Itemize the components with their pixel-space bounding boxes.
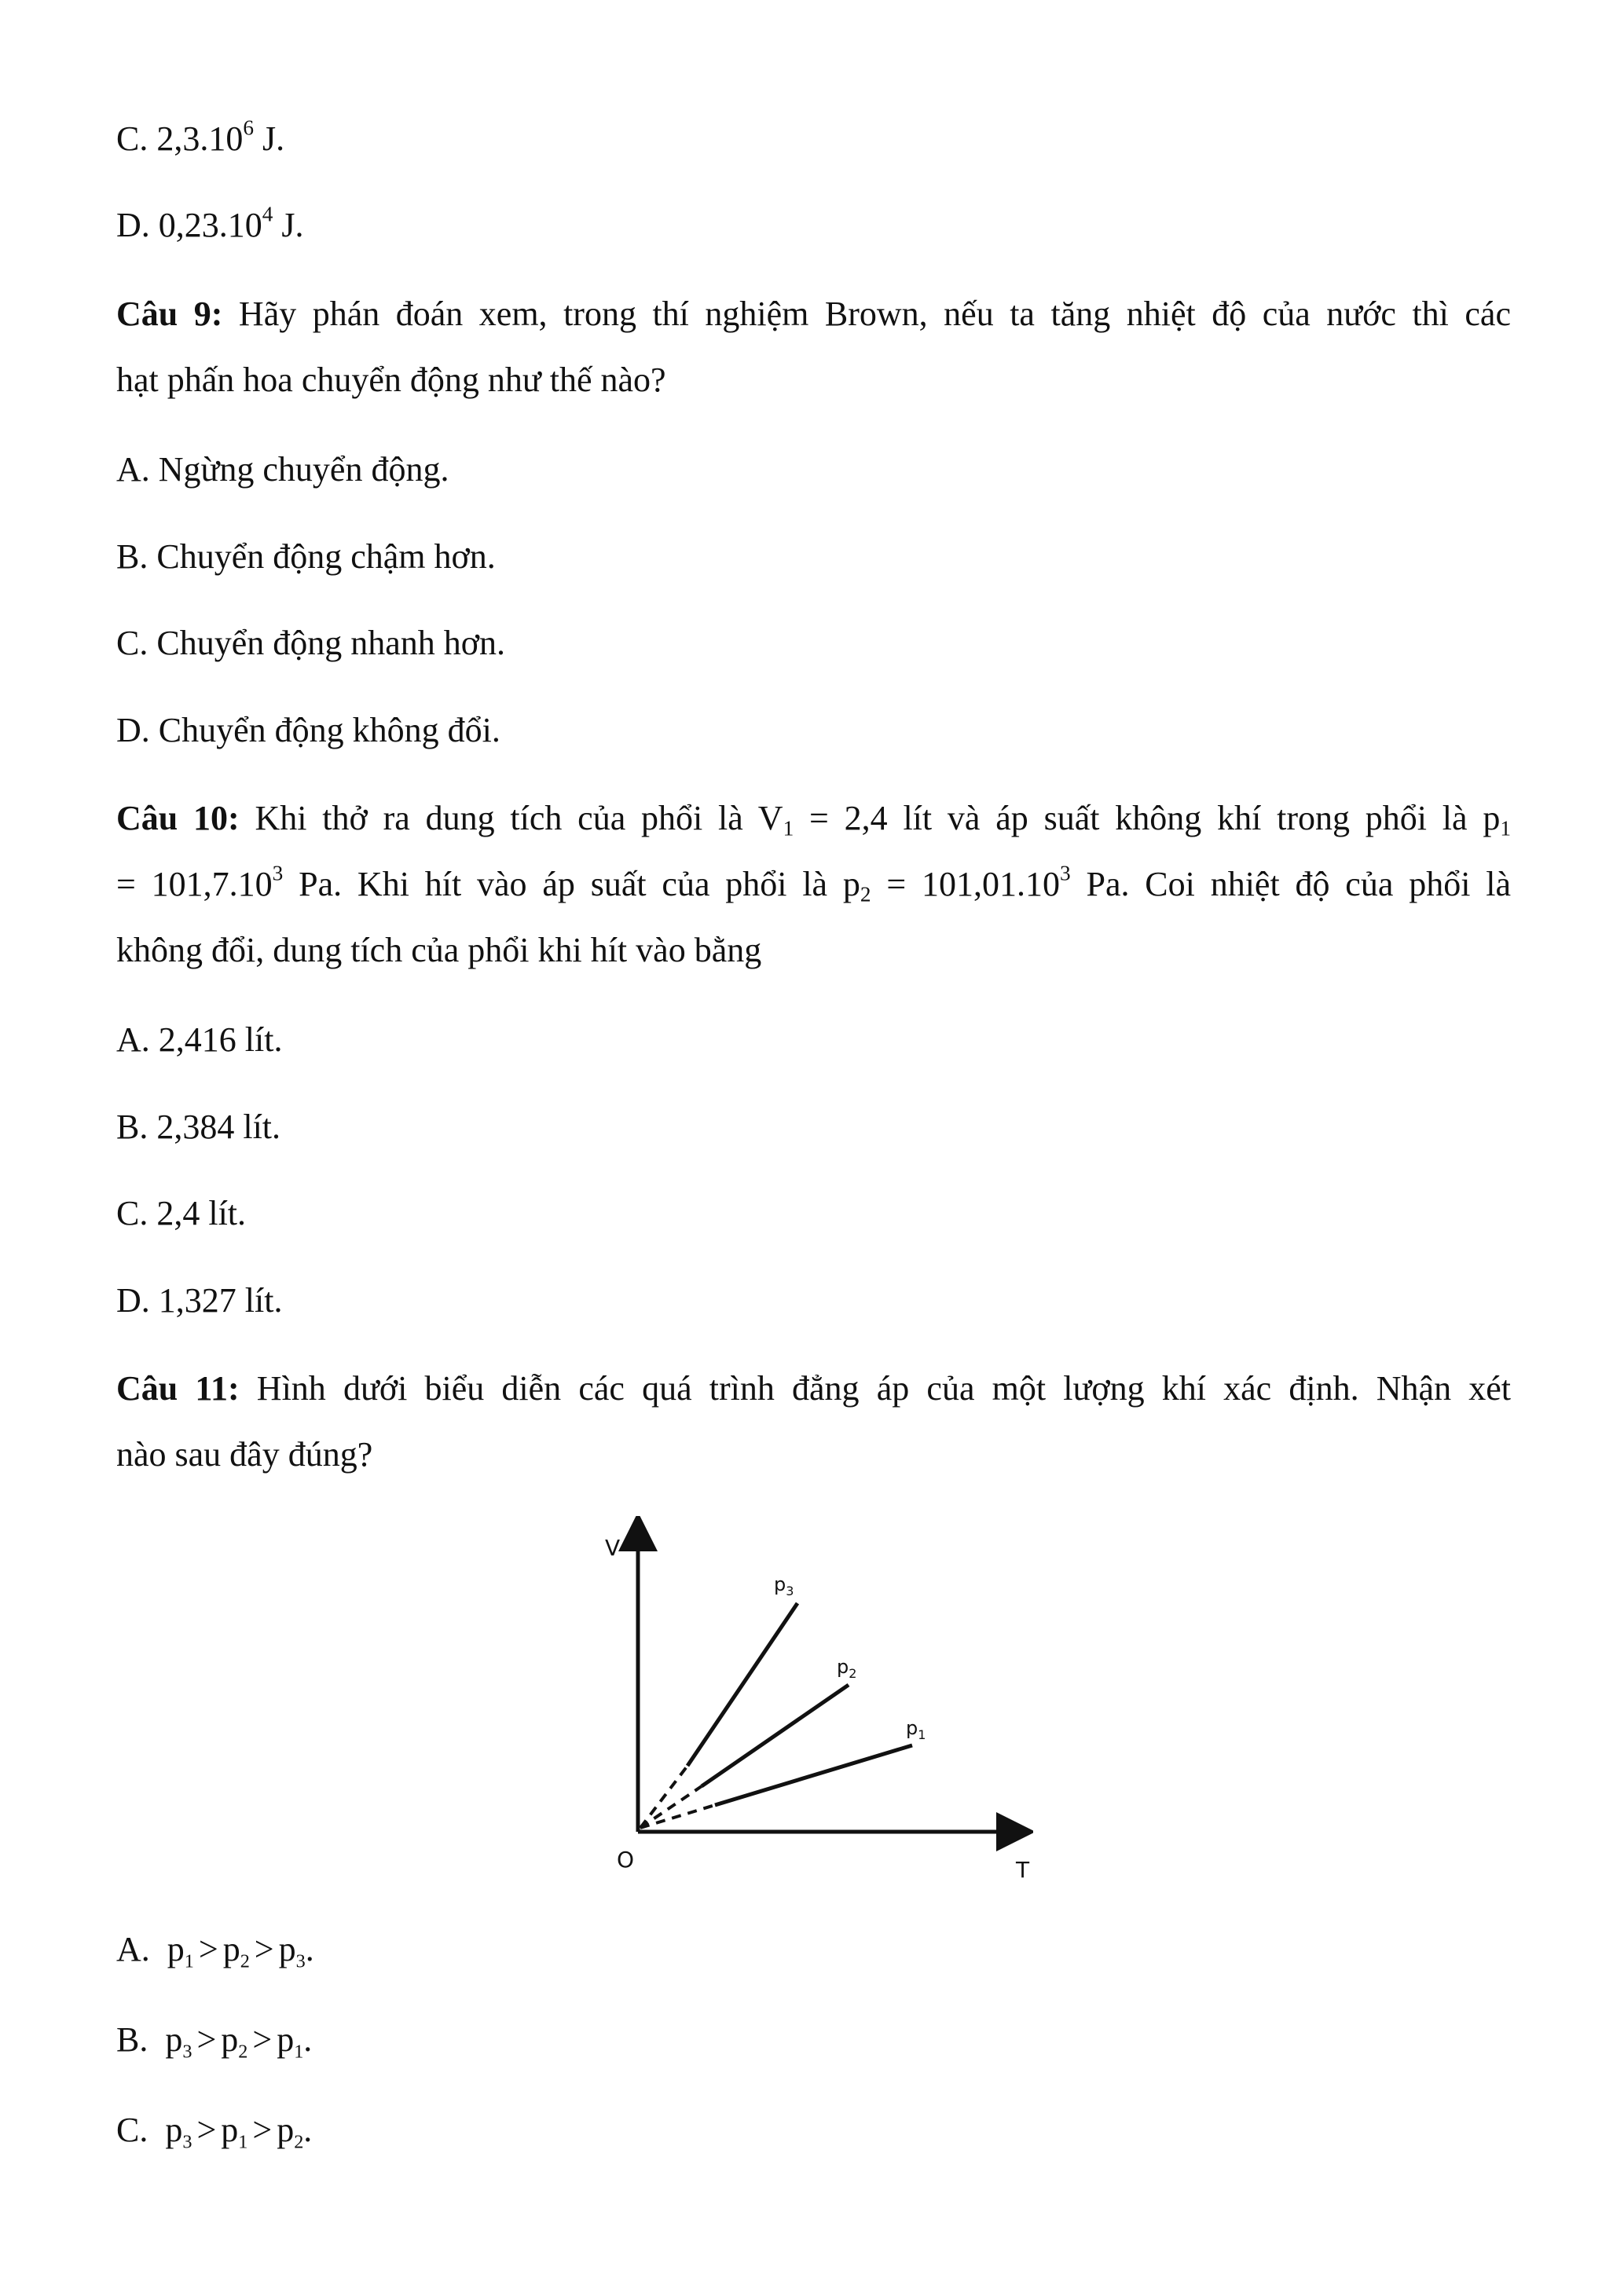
isobar-p2-extrapolation xyxy=(640,1786,702,1828)
q11-option-c: C. $p_3 > p_1 > p_2$. xyxy=(116,2111,313,2153)
isobar-diagram xyxy=(585,1516,1033,1893)
isobar-p1-extrapolation xyxy=(640,1805,715,1828)
q10-option-a: A. 2,416 lít. xyxy=(116,1020,283,1059)
isobar-p2-label: $p_2$ xyxy=(837,1656,857,1681)
isobar-p1-label: $p_1$ xyxy=(906,1717,926,1742)
v-axis-label: V xyxy=(605,1535,621,1561)
q11-stem-line2: nào sau đây đúng? xyxy=(116,1435,373,1474)
q11-option-b: B. $p_3 > p_2 > p_1$. xyxy=(116,2020,313,2063)
q9-option-a: A. Ngừng chuyển động. xyxy=(116,450,449,489)
q11-option-a: A. $p_1 > p_2 > p_3$. xyxy=(116,1930,314,1972)
q9-option-d: D. Chuyển động không đổi. xyxy=(116,711,500,749)
q10-stem-line2: = $101,7.10^3$ Pa. Khi hít vào áp suất của phổi là $p_2 = 101,01.10^3$ Pa. Coi nhiệt độ của phổi là xyxy=(116,861,1511,906)
q9-label: Câu 9: xyxy=(116,295,223,333)
q9-option-c: C. Chuyển động nhanh hơn. xyxy=(116,624,506,662)
q11-label: Câu 11: xyxy=(116,1369,240,1408)
q10-stem-line3: không đổi, dung tích của phổi khi hít vào bằng xyxy=(116,931,762,969)
q11-stem-line1: Câu 11: Hình dưới biểu diễn các quá trình đẳng áp của một lượng khí xác định. Nhận xét xyxy=(116,1369,1511,1408)
isobar-p3-label: $p_3$ xyxy=(774,1573,794,1598)
q8-option-c: C. 2,3.10$^6$ J. xyxy=(116,115,285,158)
q10-option-d: D. 1,327 lít. xyxy=(116,1281,283,1320)
q9-option-b: B. Chuyển động chậm hơn. xyxy=(116,537,496,576)
isobar-p3-line xyxy=(687,1603,797,1766)
q10-option-c: C. 2,4 lít. xyxy=(116,1194,247,1232)
origin-label: O xyxy=(617,1847,635,1873)
isobar-p3-extrapolation xyxy=(640,1766,687,1828)
q8-option-d: D. 0,23.10$^4$ J. xyxy=(116,202,304,244)
q10-stem-line1: Câu 10: Khi thở ra dung tích của phổi là $V_1 = 2,4$ lít và áp suất không khí trong phổi là $p_1$ xyxy=(116,799,1511,840)
q10-option-b: B. 2,384 lít. xyxy=(116,1108,281,1146)
q10-label: Câu 10: xyxy=(116,799,240,837)
q9-stem-line2: hạt phấn hoa chuyển động như thế nào? xyxy=(116,361,666,399)
q9-stem-line1: Câu 9: Hãy phán đoán xem, trong thí nghiệm Brown, nếu ta tăng nhiệt độ của nước thì các xyxy=(116,295,1511,333)
t-axis-label: T xyxy=(1016,1857,1030,1883)
